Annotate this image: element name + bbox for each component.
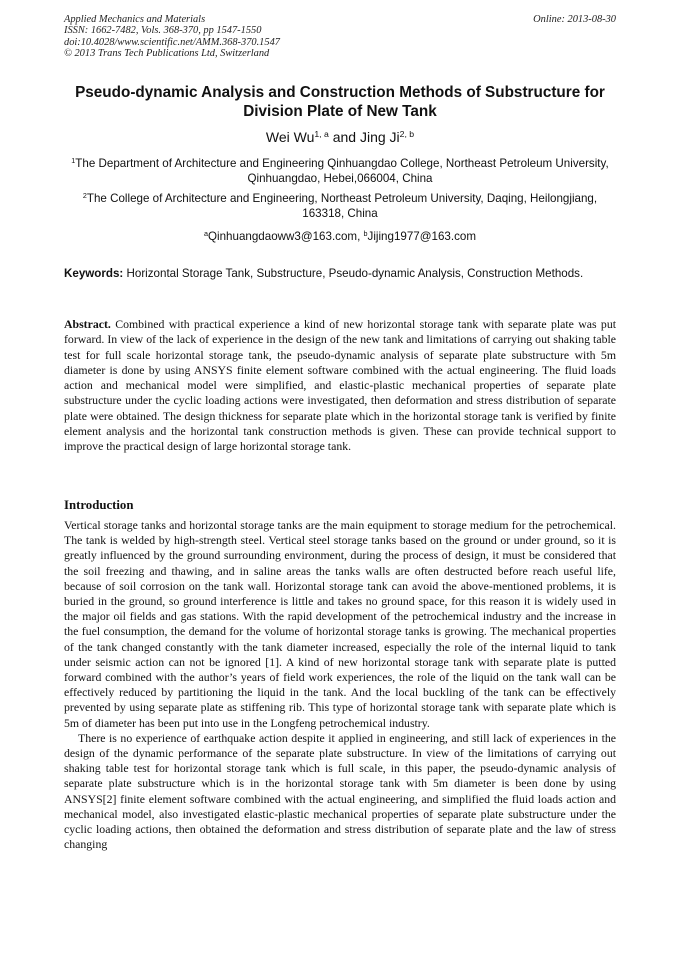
issn-line: ISSN: 1662-7482, Vols. 368-370, pp 1547-1550 (64, 25, 262, 37)
affiliation-1-text: The Department of Architecture and Engineering Qinhuangdao College, Northeast Petroleum University, Qinhuangdao, Hebei,066004, China (75, 157, 609, 186)
affiliation-2 (64, 191, 616, 222)
email-a[interactable]: Qinhuangdaoww3@163.com (208, 230, 358, 243)
intro-paragraph-1: Vertical storage tanks and horizontal storage tanks are the main equipment to storage medium for the petrochemical. The tank is welded by high-strength steel. Vertical steel storage tanks based on the ground or under ground, so it is greatly influenced by the ground surrounding environment, during the process of design, it must be considered that the soil freezing and thawing, and in saline areas the tanks walls are often destructed before reach useful life, because of soil corrosion on the tank wall. Horizontal storage tank can avoid the above-mentioned problems, it is buried in the ground, so ground interference is little and takes no ground space, for this reason it is widely used in the major oil fields and gas stations. With the rapid development of the petrochemical industry and the increase in the fuel consumption, the demand for the volume of horizontal storage tanks is growing. The mechanical properties of the tank changed constantly with the tank diameter increased, especially the role of the internal liquid to tank under seismic action can not be ignored [1]. A kind of new horizontal storage tank with separate plate is putted forward combined with the author’s years of field work experiences, the role of the liquid on the tank wall can be effectively reduced by partitioning the liquid in the tank. And the local buckling of the tank can be effectively prevented by using separate plate as stiffening rib. This type of horizontal storage tank with separate plate which is 5m of diameter has been put into use in the Longfeng petrochemical industry. (64, 518, 616, 730)
email-b-mark: b (363, 229, 368, 239)
journal-header (64, 14, 616, 60)
section-heading-introduction: Introduction (64, 498, 134, 512)
paper-title: Pseudo-dynamic Analysis and Construction Methods of Substructure for Division Plate of New Tank (75, 84, 605, 120)
affiliation-1 (64, 156, 616, 187)
keywords-text: Horizontal Storage Tank, Substructure, Pseudo-dynamic Analysis, Construction Methods. (123, 267, 584, 280)
intro-paragraph-2: There is no experience of earthquake action despite it applied in engineering, and still lack of experiences in the design of the dynamic performance of the separate plate substructure. In view of the limitations of carrying out shaking table test for horizontal storage tank which is full scale, in this paper, the pseudo-dynamic analysis of separate plate substructure which is in the horizontal storage tank with 5m diameter is been done by using ANSYS[2] finite element software combined with the actual engineering, and simplified the fluid loads action and mechanical model, also investigated elastic-plastic mechanical properties of separate plate substructure under the cyclic loading actions, then obtained the deformation and stress distribution of separate plate and the law of stress changing (64, 730, 616, 852)
affiliation-2-mark: 2 (82, 191, 87, 201)
keywords-block (64, 266, 616, 281)
author-2-name: Jing Ji (359, 129, 400, 145)
author-1-marks: 1, a (314, 129, 329, 140)
copyright-line: © 2013 Trans Tech Publications Ltd, Switzerland (64, 48, 270, 60)
author-line (64, 128, 616, 146)
affiliation-2-text: The College of Architecture and Engineering, Northeast Petroleum University, Daqing, Heilongjiang, 163318, China (86, 192, 598, 221)
author-conjunction: and (328, 129, 360, 145)
abstract-text: Combined with practical experience a kind of new horizontal storage tank with separate plate was put forward. In view of the lack of experience in the design of the new tank and limitations of carrying out shaking table test for full scale horizontal storage tank, the pseudo-dynamic analysis of separate plate substructure with 5m diameter is done by using ANSYS finite element software combined with the actual engineering. The fluid loads action and mechanical model were simplified, and elastic-plastic mechanical properties of separate plate substructure under the cyclic loading actions were investigated, then deformation and stress distribution of separate plate were obtained. The design thickness for separate plate which in the horizontal storage tank is verified by finite element analysis and the horizontal tank construction methods is given. These can provide technical support to improve the practical design of large horizontal storage tank. (64, 317, 616, 454)
doi-line[interactable]: doi:10.4028/www.scientific.net/AMM.368-370.1547 (64, 36, 280, 48)
journal-name: Applied Mechanics and Materials (64, 14, 206, 25)
email-b[interactable]: Jijing1977@163.com (367, 230, 476, 243)
introduction-body (64, 518, 616, 852)
email-line (64, 229, 616, 244)
abstract-block (64, 317, 616, 455)
online-date: Online: 2013-08-30 (533, 14, 616, 25)
author-2-marks: 2, b (399, 129, 415, 140)
keywords-label: Keywords: (64, 267, 124, 280)
affiliation-1-mark: 1 (71, 156, 76, 166)
email-separator: , (357, 230, 364, 243)
author-1-name: Wei Wu (265, 129, 315, 145)
abstract-label: Abstract. (64, 317, 111, 331)
email-a-mark: a (204, 229, 209, 239)
